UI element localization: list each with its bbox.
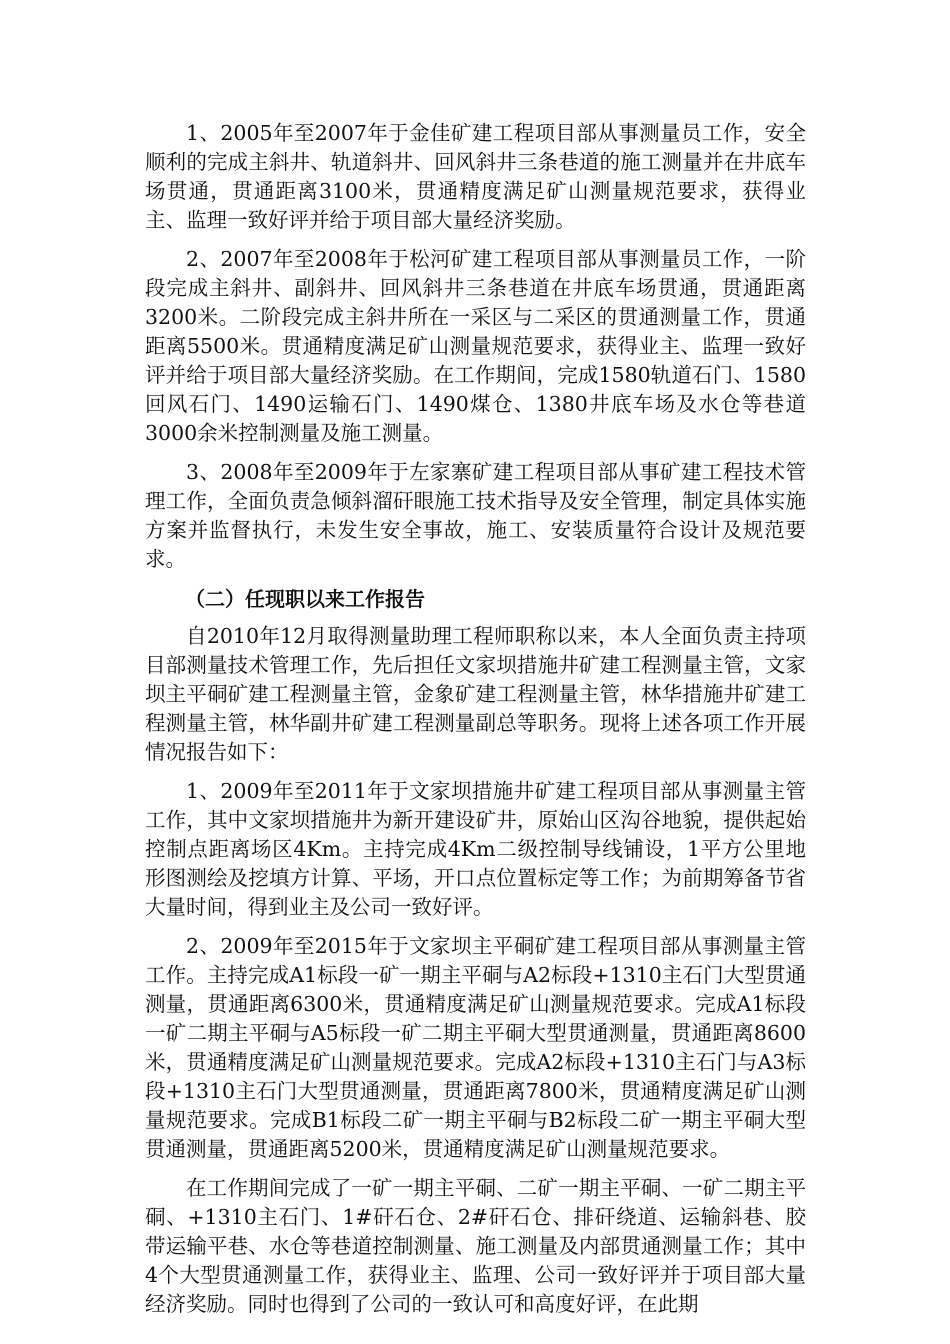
paragraph-songhe-survey: 2、2007年至2008年于松河矿建工程项目部从事测量员工作，一阶段完成主斜井、副斜井、回风斜井三条巷道在井底车场贯通，贯通距离3200米。二阶段完成主斜井所在一采区与二采区的贯通测量工作，贯通距离5500米。贯通精度满足矿山测量规范要求，获得业主、监理一致好评并给于项目部大量经济奖励。在工作期间，完成1580轨道石门、1580回风石门、1490运输石门、1490煤仓、1380井底车场及水仓等巷道3000余米控制测量及施工测量。 [145,247,806,445]
paragraph-wenjiaba-main-adit: 2、2009年至2015年于文家坝主平硐矿建工程项目部从事测量主管工作。主持完成A1标段一矿一期主平硐与A2标段+1310主石门大型贯通测量，贯通距离6300米，贯通精度满足矿山测量规范要求。完成A1标段一矿二期主平硐与A5标段一矿二期主平硐大型贯通测量，贯通距离8600米，贯通精度满足矿山测量规范要求。完成A2标段+1310主石门与A3标段+1310主石门大型贯通测量，贯通距离7800米，贯通精度满足矿山测量规范要求。完成B1标段二矿一期主平硐与B2标段二矿一期主平硐大型贯通测量，贯通距离5200米，贯通精度满足矿山测量规范要求。 [145,934,806,1161]
document-body [145,119,806,1329]
section-heading: （二）任现职以来工作报告 [185,587,425,611]
paragraph-current-position-intro: 自2010年12月取得测量助理工程师职称以来，本人全面负责主持项目部测量技术管理工作，先后担任文家坝措施井矿建工程测量主管，文家坝主平硐矿建工程测量主管，金象矿建工程测量主管，林华措施井矿建工程测量主管，林华副井矿建工程测量副总等职务。现将上述各项工作开展情况报告如下： [145,624,806,764]
paragraph-work-period-summary: 在工作期间完成了一矿一期主平硐、二矿一期主平硐、一矿二期主平硐、+1310主石门、1#矸石仓、2#矸石仓、排矸绕道、运输斜巷、胶带运输平巷、水仓等巷道控制测量、施工测量及内部贯通测量工作；其中4个大型贯通测量工作，获得业主、监理、公司一致好评并于项目部大量经济奖励。同时也得到了公司的一致认可和高度好评，在此期 [145,1176,806,1316]
paragraph-jinjia-survey: 1、2005年至2007年于金佳矿建工程项目部从事测量员工作，安全顺利的完成主斜井、轨道斜井、回风斜井三条巷道的施工测量并在井底车场贯通，贯通距离3100米，贯通精度满足矿山测量规范要求，获得业主、监理一致好评并给于项目部大量经济奖励。 [145,121,806,232]
paragraph-wenjiaba-measure-shaft: 1、2009年至2011年于文家坝措施井矿建工程项目部从事测量主管工作，其中文家坝措施井为新开建设矿井，原始山区沟谷地貌，提供起始控制点距离场区4Km。主持完成4Km二级控制导线铺设，1平方公里地形图测绘及挖填方计算、平场，开口点位置标定等工作；为前期筹备节省大量时间，得到业主及公司一致好评。 [145,779,806,919]
paragraph-zuojiazhai-management: 3、2008年至2009年于左家寨矿建工程项目部从事矿建工程技术管理工作，全面负责急倾斜溜矸眼施工技术指导及安全管理，制定具体实施方案并监督执行，未发生安全事故，施工、安装质量符合设计及规范要求。 [145,460,806,571]
